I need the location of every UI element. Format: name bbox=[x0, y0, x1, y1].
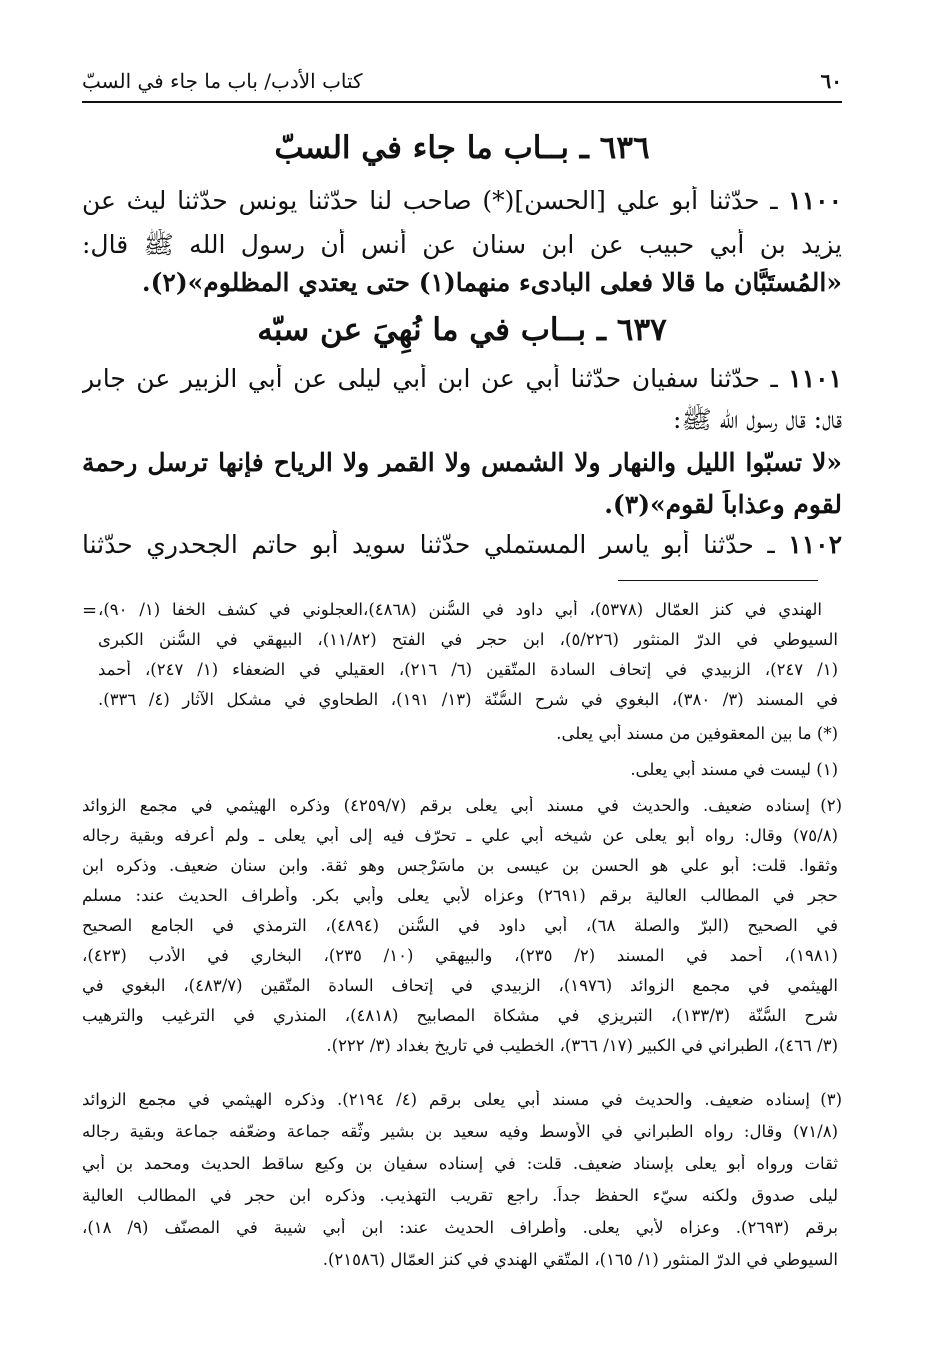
hadith-text: ـ حدّثنا أبو ياسر المستملي حدّثنا سويد أبو حاتم الجحدري حدّثنا bbox=[82, 530, 775, 559]
footnote-3-label: (٣) bbox=[820, 1090, 842, 1109]
footnote-cont-line: (١/ ٢٤٧)، الزبيدي في إتحاف السادة المتّقين (٦/ ٢١٦)، العقيلي في الضعفاء (١/ ٢٤٧)، أحمد bbox=[98, 660, 838, 679]
footnote-2-label: (٢) bbox=[820, 796, 842, 815]
running-title: كتاب الأدب/ باب ما جاء في السبّ bbox=[82, 69, 363, 93]
footnote-2-line: وثقوا. قلت: أبو علي هو الحسن بن عيسى بن ماسَرْجِس وهو ثقة. وابن سنان ضعيف. وذكره ابن bbox=[82, 856, 838, 875]
footnote-3-line: إسناده ضعيف. والحديث في مسند أبي يعلى برقم (٤/ ٢١٩٤). وذكره الهيثمي في مجمع الزوائد bbox=[82, 1090, 810, 1109]
footnote-2-line: (١٩٨١)، أحمد في المسند (٢/ ٢٣٥)، والبيهقي (١٠/ ٢٣٥)، البخاري في الأدب (٤٢٣)، bbox=[82, 946, 838, 965]
hadith-1101-quote1: «لا تسبّوا الليل والنهار ولا الشمس ولا القمر ولا الرياح فإنها ترسل رحمة bbox=[82, 448, 842, 477]
page-number: ٦٠ bbox=[820, 69, 842, 93]
footnote-2-line: حجر في المطالب العالية برقم (٢٦٩١) وعزاه لأبي يعلى وأبي بكر. وأطراف الحديث عند: مسلم bbox=[82, 886, 838, 905]
header-rule bbox=[82, 101, 842, 103]
hadith-1101-quote2: لقوم وعذاباً لقوم»(٣). bbox=[604, 490, 842, 519]
footnote-separator bbox=[618, 580, 818, 581]
hadith-number: ١١٠٢ bbox=[788, 530, 842, 559]
page-header bbox=[82, 64, 842, 98]
hadith-text: ـ حدّثنا سفيان حدّثنا أبي عن ابن أبي ليلى عن أبي الزبير عن جابر bbox=[82, 364, 778, 393]
footnote-3-line: ليلى صدوق ولكنه سيّء الحفظ جداً. راجع تقريب التهذيب. وذكره ابن حجر في المطالب العالية bbox=[82, 1186, 838, 1205]
footnote-3-line: السيوطي في الدرّ المنثور (١/ ١٦٥)، المتّقي الهندي في كنز العمّال (٢١٥٨٦). bbox=[322, 1250, 838, 1269]
footnote-cont-line: السيوطي في الدرّ المنثور (٥/٢٢٦)، ابن حجر في الفتح (١١/٨٢)، البيهقي في السُّنن الكبرى bbox=[98, 630, 838, 649]
hadith-1101-line1 bbox=[82, 364, 842, 393]
footnote-2-line: شرح السُّنّة (١٣٣/٣)، التبريزي في مشكاة المصابيح (٤٨١٨)، المنذري في الترغيب والترهيب bbox=[82, 1006, 838, 1025]
footnote-2-line: الهيثمي في مجمع الزوائد (١٩٧٦)، الزبيدي في إتحاف السادة المتّقين (٤٨٣/٧)، البغوي في bbox=[82, 976, 838, 995]
footnote-star: (*) ما بين المعقوفين من مسند أبي يعلى. bbox=[556, 724, 838, 743]
hadith-number: ١١٠٠ bbox=[788, 186, 842, 215]
hadith-1100-line1 bbox=[82, 186, 842, 215]
footnote-2-line: (٣/ ٤٦٦)، الطبراني في الكبير (١٧/ ٣٦٦)، الخطيب في تاريخ بغداد (٣/ ٢٢٢). bbox=[326, 1036, 838, 1055]
footnote-3-line: (٧١/٨) وقال: رواه الطبراني في الأوسط وفيه سعيد بن بشير وثّقه جماعة وضعّفه جماعة وبقية رجاله bbox=[82, 1122, 838, 1141]
footnote-2-line: في الصحيح (البرّ والصلة ٦٨)، أبي داود في السُّنن (٤٨٩٤)، الترمذي في الجامع الصحيح bbox=[82, 916, 838, 935]
footnote-3-line: ثقات ورواه أبو يعلى بإسناد ضعيف. قلت: في إسناده سفيان بن وكيع ساقط الحديث ومحمد بن أبي bbox=[82, 1154, 838, 1173]
hadith-1102-line1 bbox=[82, 530, 842, 559]
footnote-1: (١) ليست في مسند أبي يعلى. bbox=[630, 760, 838, 779]
continuation-mark: = bbox=[82, 600, 98, 621]
chapter-heading-637: ٦٣٧ ـ بــاب في ما نُهِيَ عن سبّه bbox=[257, 312, 667, 348]
hadith-1100-quote: «المُستَبَّان ما قالا فعلى البادىء منهما(١) حتى يعتدي المظلوم»(٢). bbox=[141, 268, 842, 297]
hadith-1101-line2: قال: قال رسول الله ﷺ: bbox=[673, 405, 842, 434]
hadith-1100-line2: يزيد بن أبي حبيب عن ابن سنان عن أنس أن رسول الله ﷺ قال: bbox=[82, 230, 842, 259]
footnote-cont-line: في المسند (٣/ ٣٨٠)، البغوي في شرح السُّنّة (١٣/ ١٩١)، الطحاوي في مشكل الآثار (٤/ ٣٣٦). bbox=[98, 690, 838, 709]
chapter-heading-636: ٦٣٦ ـ بــاب ما جاء في السبّ bbox=[274, 130, 650, 166]
hadith-number: ١١٠١ bbox=[788, 364, 842, 393]
footnote-2-line: إسناده ضعيف. والحديث في مسند أبي يعلى برقم (٤٢٥٩/٧) وذكره الهيثمي في مجمع الزوائد bbox=[82, 796, 810, 815]
footnote-cont-line: الهندي في كنز العمّال (٥٣٧٨)، أبي داود في السُّنن (٤٨٦٨)،العجلوني في كشف الخفا (١/ ٩٠)، bbox=[98, 600, 822, 619]
footnote-3-line: برقم (٢٦٩٣). وعزاه لأبي يعلى. وأطراف الحديث عند: ابن أبي شيبة في المصنّف (٩/ ١٨)، bbox=[82, 1218, 838, 1237]
footnote-2-line: (٧٥/٨) وقال: رواه أبو يعلى عن شيخه أبي علي ـ تحرّف فيه إلى أبي يعلى ـ ولم أعرفه وبقية رجاله bbox=[82, 826, 838, 845]
hadith-text: ـ حدّثنا أبو علي [الحسن](*) صاحب لنا حدّثنا يونس حدّثنا ليث عن bbox=[82, 186, 778, 215]
